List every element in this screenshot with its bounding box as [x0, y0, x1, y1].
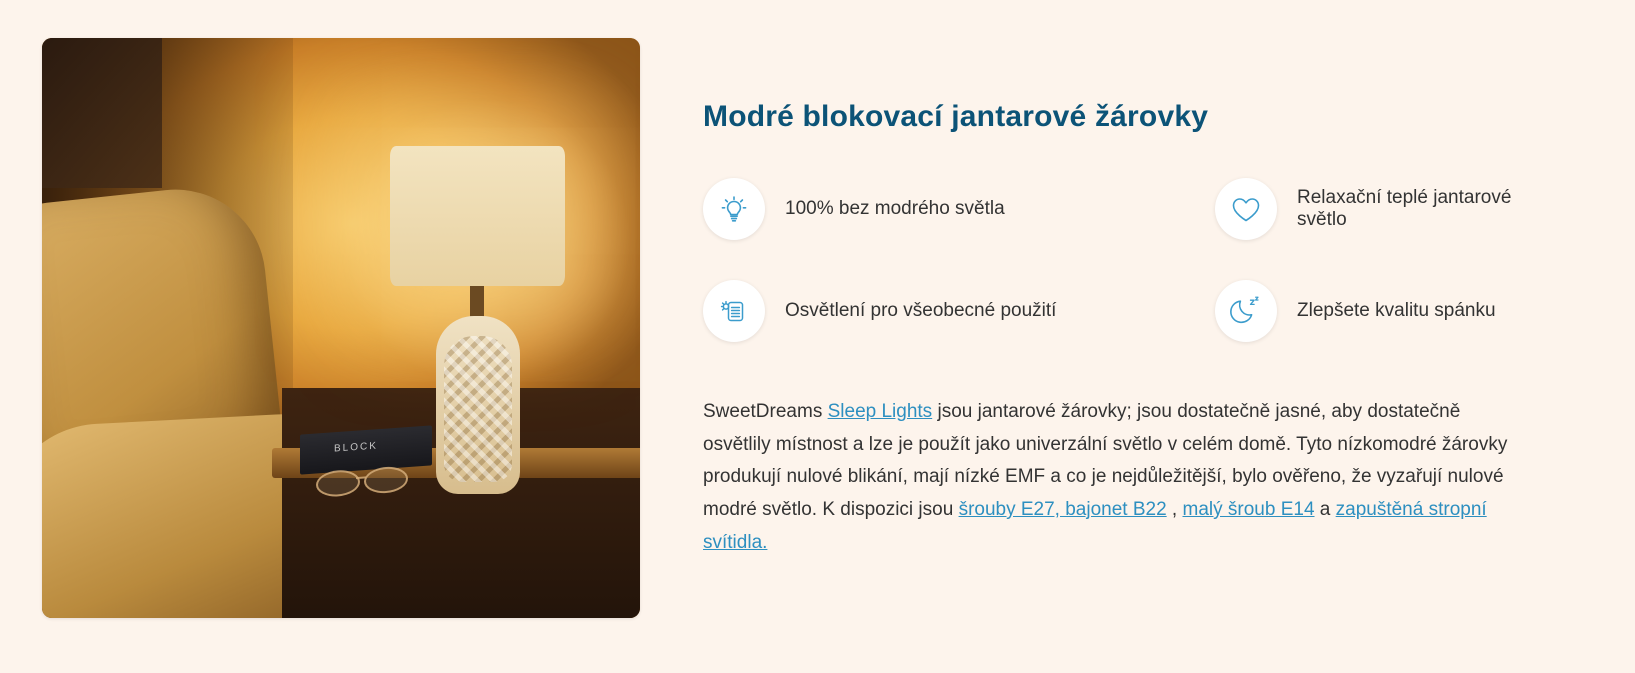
lamp-shade: [390, 146, 565, 286]
description-text: SweetDreams: [703, 401, 828, 422]
content-column: [703, 100, 1533, 578]
description-text: a: [1314, 499, 1336, 521]
description-text: ,: [1166, 499, 1183, 521]
feature-label: 100% bez modrého světla: [785, 198, 1005, 219]
feature-label: Zlepšete kvalitu spánku: [1297, 300, 1496, 321]
feature-item-better-sleep: [1215, 280, 1533, 342]
moon-sleep-icon: [1215, 280, 1277, 342]
link-small-screw-e14[interactable]: malý šroub E14: [1182, 499, 1315, 521]
headboard: [42, 38, 162, 188]
feature-item-general-lighting: [703, 280, 1215, 342]
feature-label: Relaxační teplé jantarové světlo: [1297, 187, 1512, 230]
feature-item-warm-amber-light: [1215, 178, 1533, 240]
link-sleep-lights[interactable]: Sleep Lights: [827, 401, 933, 422]
product-box-label: BLOCK: [334, 440, 378, 455]
heart-icon: [1215, 178, 1277, 240]
product-description: [703, 396, 1523, 559]
product-image: [42, 38, 640, 618]
lamp-base: [436, 316, 520, 494]
bedroom-photo: [42, 38, 640, 618]
link-recessed-ceiling-lights[interactable]: zapuštěná stropní svítidla.: [703, 499, 1487, 553]
description-text: jsou jantarové žárovky; jsou dostatečně jasné, aby dostatečně osvětlily místnost a lze je použít jako univerzální světlo v celém domě. Tyto nízkomodré žárovky produkují nulové blikání, mají nízké EMF a co je nejdůležitější, bylo ověřeno, že vyzařují nulové modré světlo. K dispozici jsou: [703, 401, 1508, 521]
link-screw-e27-bayonet-b22[interactable]: šrouby E27, bajonet B22: [958, 499, 1167, 521]
feature-list: [703, 178, 1533, 342]
page-title: Modré blokovací jantarové žárovky: [703, 100, 1209, 133]
lamp-dimmer-icon: [703, 280, 765, 342]
feature-item-no-blue-light: [703, 178, 1215, 240]
lightbulb-icon: [703, 178, 765, 240]
feature-label: Osvětlení pro všeobecné použití: [785, 300, 1057, 321]
